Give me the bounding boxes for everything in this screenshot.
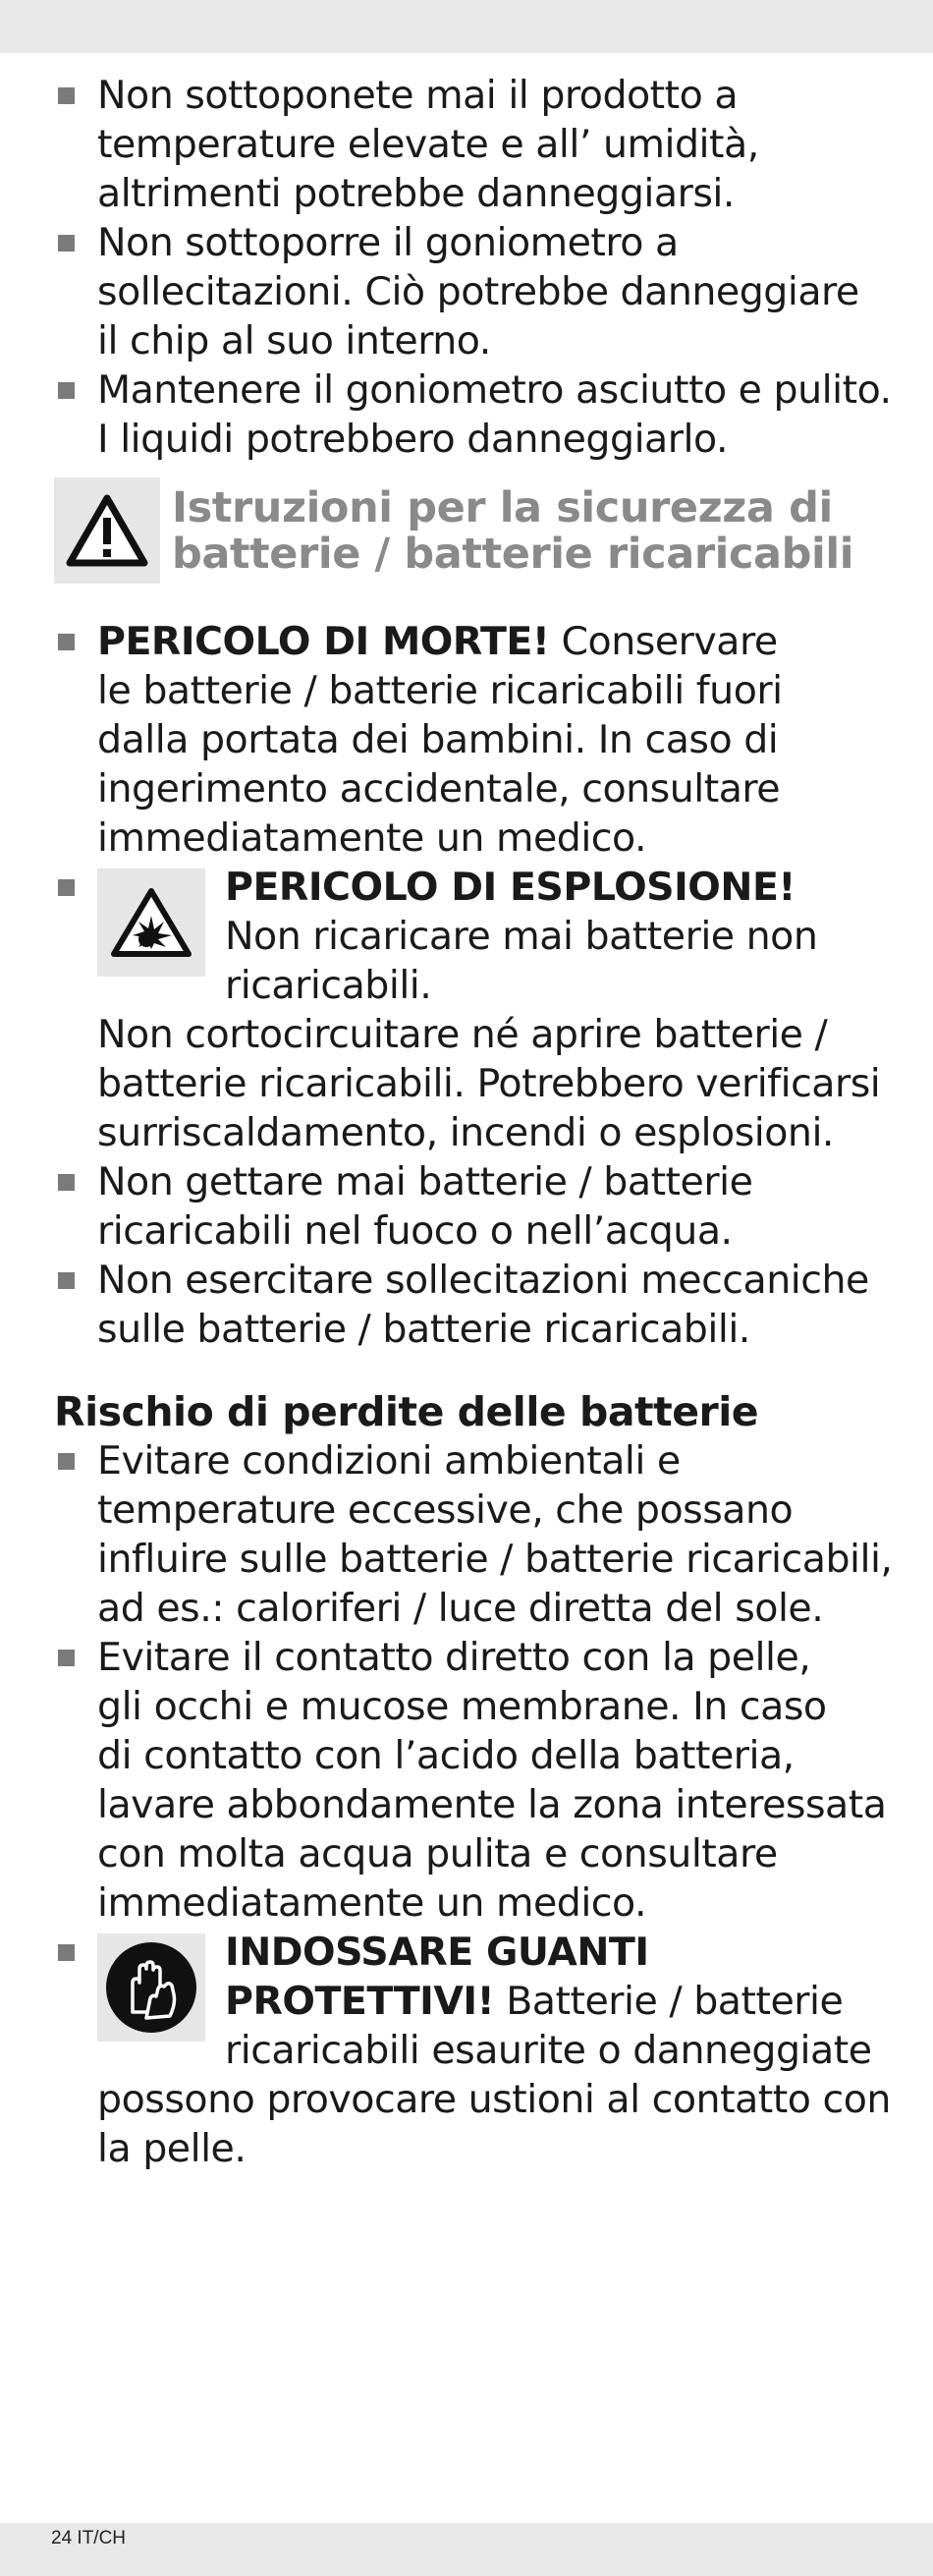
text-line: il chip al suo interno.: [97, 318, 491, 364]
list-item: [54, 365, 892, 464]
gloves-label: INDOSSARE GUANTI: [225, 1930, 649, 1975]
battery-warnings: [54, 617, 879, 1354]
leak-warnings: [54, 1436, 893, 2173]
list-item: PERICOLO DI ESPLOSIONE! Non ricaricare mai batterie non ricaricabili. Non cortocircuitare né aprire batterie / batterie ricaricabili. Potrebbero verificarsi surriscaldamento, incendi o esplosioni.: [54, 863, 879, 1157]
warning-triangle-icon: [54, 477, 160, 584]
page-content: [54, 71, 893, 2173]
bullet-square: [58, 634, 75, 650]
text-line: Non sottoponete mai il prodotto a: [97, 73, 739, 118]
bullet-square: [58, 879, 75, 896]
bullet-square: [58, 382, 75, 399]
text-line: Mantenere il goniometro asciutto e pulito.: [97, 367, 892, 413]
text-line: Non sottoporre il goniometro a: [97, 220, 679, 265]
list-item: Evitare il contatto diretto con la pelle, gli occhi e mucose membrane. In caso di contatto con l’acido della batteria, lavare abbondamente la zona interessata con molta acqua pulita e consultare immediatamente un medico.: [54, 1633, 879, 1928]
text-line: I liquidi potrebbero danneggiarlo.: [97, 417, 729, 462]
bullet-square: [58, 1272, 75, 1289]
list-item: Non gettare mai batterie / batterie ricaricabili nel fuoco o nell’acqua.: [54, 1157, 879, 1256]
list-item: Non esercitare sollecitazioni meccaniche sulle batterie / batterie ricaricabili.: [54, 1256, 879, 1354]
list-item: Evitare condizioni ambientali e temperature eccessive, che possano influire sulle batterie / batterie ricaricabili, ad es.: caloriferi / luce diretta del sole.: [54, 1436, 879, 1633]
text-line: sollecitazioni. Ciò potrebbe danneggiare: [97, 269, 859, 314]
safety-heading: Istruzioni per la sicurezza di batterie / batterie ricaricabili: [172, 483, 854, 579]
bullet-list-top: [54, 71, 892, 464]
bullet-square: [58, 1174, 75, 1191]
danger-death-label: PERICOLO DI MORTE!: [97, 619, 550, 664]
protective-gloves-icon: [97, 1933, 205, 2042]
list-item: [54, 71, 879, 218]
top-band: [0, 0, 933, 53]
list-item: [54, 218, 879, 365]
bullet-square: [58, 87, 75, 104]
page-number: 24 IT/CH: [51, 2528, 127, 2548]
text-line: altrimenti potrebbe danneggiarsi.: [97, 171, 735, 216]
bullet-square: [58, 1650, 75, 1666]
safety-heading-block: [54, 477, 879, 586]
bullet-square: [58, 1944, 75, 1961]
list-item: PERICOLO DI MORTE! Conservare le batterie / batterie ricaricabili fuori dalla portata dei bambini. In caso di ingerimento accidentale, consultare immediatamente un medico.: [54, 617, 879, 863]
bullet-square: [58, 1453, 75, 1470]
explosion-label: PERICOLO DI ESPLOSIONE!: [225, 865, 796, 910]
leak-heading: Rischio di perdite delle batterie: [54, 1388, 759, 1435]
list-item: INDOSSARE GUANTI PROTETTIVI! Batterie / batterie ricaricabili esaurite o danneggiate possono provocare ustioni al contatto con la pelle.: [54, 1928, 879, 2173]
bullet-square: [58, 235, 75, 252]
text-line: temperature elevate e all’ umidità,: [97, 122, 759, 167]
footer-band: [0, 2523, 933, 2576]
explosion-icon: [97, 868, 205, 977]
